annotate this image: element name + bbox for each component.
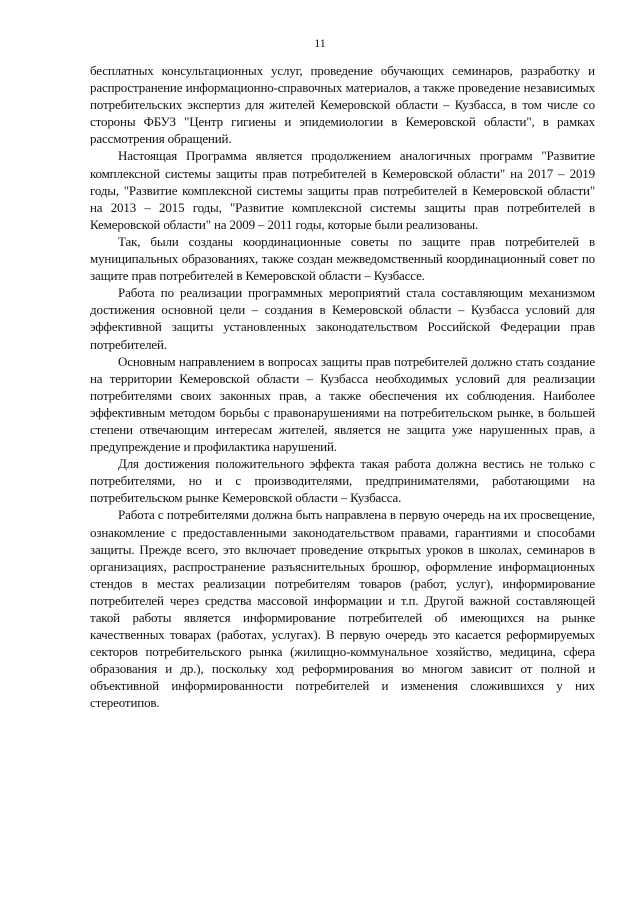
paragraph-program-continuation: Настоящая Программа является продолжением аналогичных программ "Развитие комплексной системы защиты прав потребителей в Кемеровской области" на 2017 – 2019 годы, "Развитие комплексной системы защиты прав потребителей в Кемеровской области" на 2013 – 2015 годы, "Развитие комплексной системы защиты прав потребителей в Кемеровской области" на 2009 – 2011 годы, которые были реализованы. [90,148,595,232]
paragraph-continuation: бесплатных консультационных услуг, проведение обучающих семинаров, разработку и распространение информационно-справочных материалов, а также проведение независимых потребительских экспертиз для жителей Кемеровской области – Кузбасса, в том числе со стороны ФБУЗ "Центр гигиены и эпидемиологии в Кемеровской области", в рамках рассмотрения обращений. [90,63,595,147]
paragraph-consumer-work: Работа с потребителями должна быть направлена в первую очередь на их просвещение, ознакомление с предоставленными законодательством правами, гарантиями и способами защиты. Прежде всего, это включает проведение открытых уроков в школах, семинаров в организациях, распространение разъяснительных брошюр, оформление информационных стендов в местах реализации потребителям товаров (работ, услуг), информирование потребителей через средства массовой информации и т.п. Другой важной составляющей такой работы является информирование потребителей об имеющихся на рынке качественных товарах (работах, услугах). В первую очередь это касается реформируемых секторов потребительского рынка (жилищно-коммунальное хозяйство, медицина, сфера образования и др.), поскольку ход реформирования во многом зависит от полной и объективной информированности потребителей и изменения сложившихся у них стереотипов. [90,507,595,711]
document-body [90,62,595,712]
paragraph-coordination-councils: Так, были созданы координационные советы по защите прав потребителей в муниципальных образованиях, также создан межведомственный координационный совет по защите прав потребителей в Кемеровской области – Кузбассе. [90,233,595,284]
paragraph-main-direction: Основным направлением в вопросах защиты прав потребителей должно стать создание на территории Кемеровской области – Кузбасса необходимых условий для реализации потребителями своих законных прав, а также обеспечения их соблюдения. Наиболее эффективным методом борьбы с правонарушениями на потребительском рынке, в большей степени отвечающим интересам жителей, является не защита уже нарушенных прав, а предупреждение и профилактика нарушений. [90,353,595,455]
paragraph-positive-effect: Для достижения положительного эффекта такая работа должна вестись не только с потребителями, но и с производителями, предпринимателями, работающими на потребительском рынке Кемеровской области – Кузбасса. [90,456,595,506]
paragraph-program-mechanism: Работа по реализации программных мероприятий стала составляющим механизмом достижения основной цели – создания в Кемеровской области – Кузбасса условий для эффективной защиты установленных законодательством Российской Федерации прав потребителей. [90,285,595,352]
page-number: 11 [314,36,326,50]
